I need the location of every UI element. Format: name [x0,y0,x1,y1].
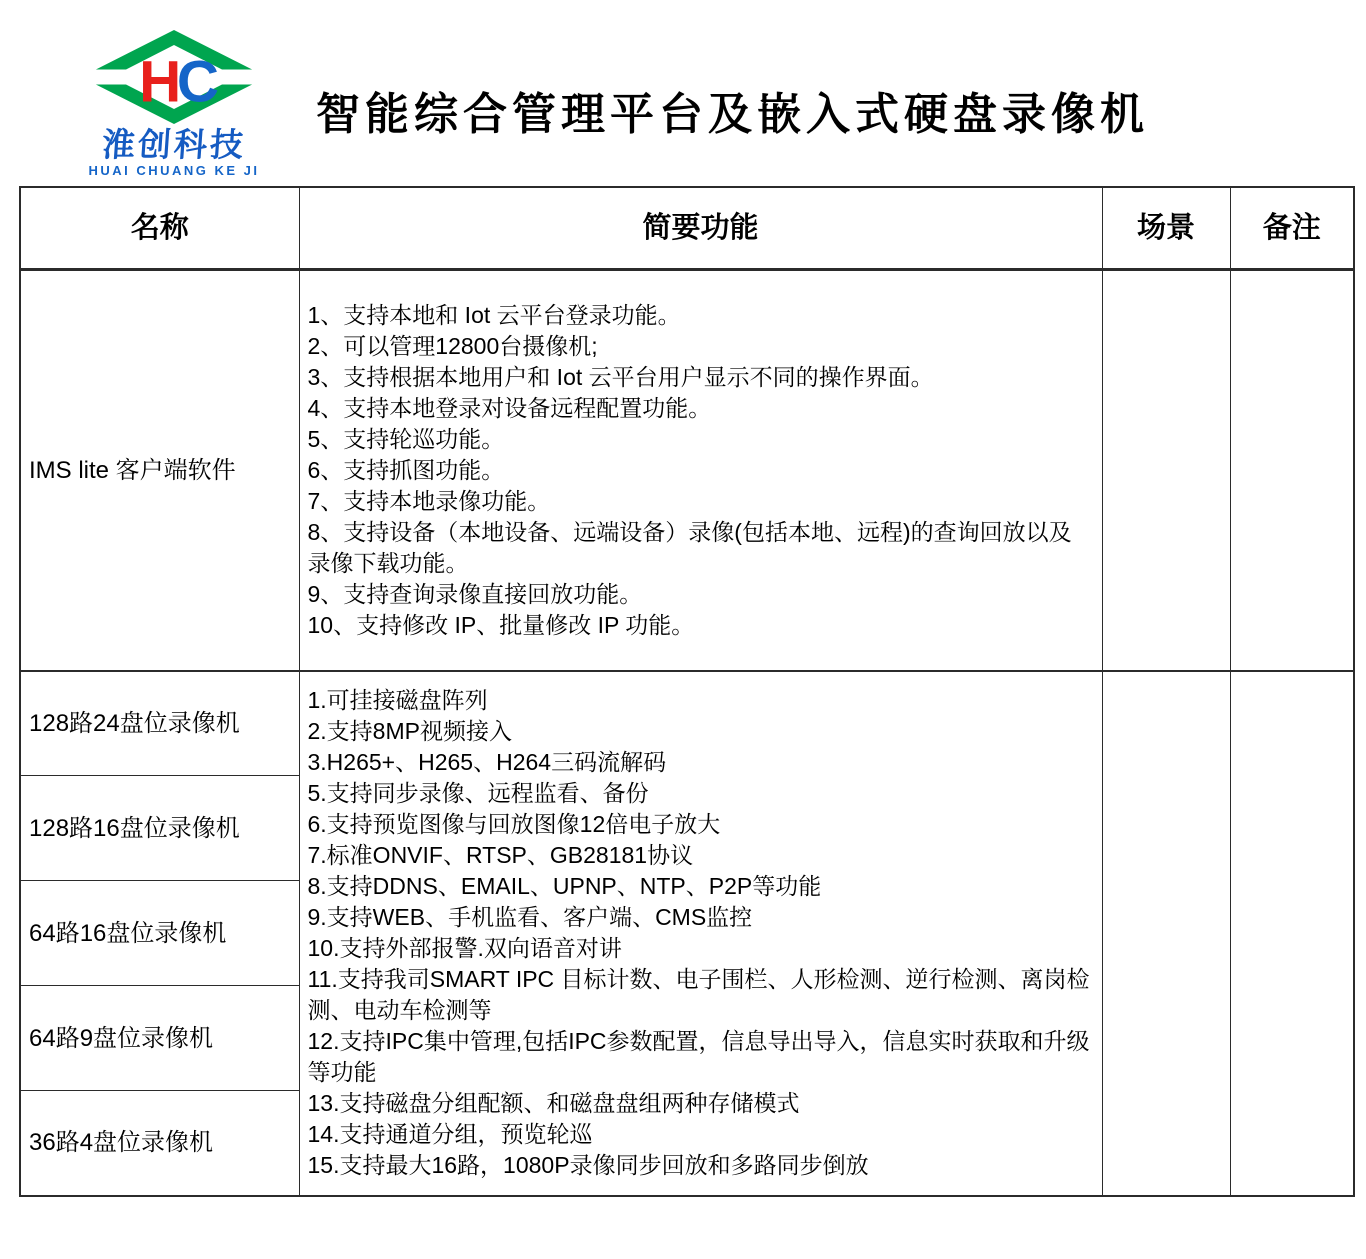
product-name-cell: 128路24盘位录像机 [20,671,299,776]
scene-cell [1102,671,1230,1196]
function-line: 6.支持预览图像与回放图像12倍电子放大 [307,811,721,837]
function-line: 12.支持IPC集中管理,包括IPC参数配置，信息导出导入，信息实时获取和升级等功能 [307,1028,1090,1085]
function-line: 6、支持抓图功能。 [307,456,505,483]
header-functions: 简要功能 [299,187,1102,270]
remark-cell [1230,270,1354,671]
product-name-cell: 64路9盘位录像机 [20,986,299,1091]
function-line: 8.支持DDNS、EMAIL、UPNP、NTP、P2P等功能 [307,873,822,899]
page-title: 智能综合管理平台及嵌入式硬盘录像机 [316,90,1149,139]
table-row [20,270,1354,671]
header-scene: 场景 [1102,187,1230,270]
function-line: 2.支持8MP视频接入 [307,718,512,744]
function-line: 3、支持根据本地用户和 Iot 云平台用户显示不同的操作界面。 [307,363,934,390]
function-line: 1、支持本地和 Iot 云平台登录功能。 [307,301,681,328]
product-name-cell: IMS lite 客户端软件 [20,270,299,671]
remark-cell [1230,671,1354,1196]
function-line: 15.支持最大16路，1080P录像同步回放和多路同步倒放 [307,1152,869,1178]
product-name-cell: 36路4盘位录像机 [20,1091,299,1196]
function-line: 8、支持设备（本地设备、远端设备）录像(包括本地、远程)的查询回放以及录像下载功能。 [307,518,1072,576]
function-line: 7.标准ONVIF、RTSP、GB28181协议 [307,842,694,868]
logo-letter-h: H [139,49,182,115]
logo-letter-c: C [176,49,219,115]
product-name-cell: 128路16盘位录像机 [20,776,299,881]
function-line: 1.可挂接磁盘阵列 [307,687,488,713]
functions-cell [299,671,1102,1196]
functions-cell [299,270,1102,671]
function-line: 7、支持本地录像功能。 [307,487,551,514]
function-line: 5、支持轮巡功能。 [307,425,505,452]
logo-company-name-cn: 淮创科技 [100,126,248,163]
table-row [20,671,1354,776]
product-name-cell: 64路16盘位录像机 [20,881,299,986]
function-line: 9、支持查询录像直接回放功能。 [307,580,643,607]
function-line: 10、支持修改 IP、批量修改 IP 功能。 [307,611,695,638]
function-line: 9.支持WEB、手机监看、客户端、CMS监控 [307,904,753,930]
hc-logo-icon [94,28,254,126]
function-line: 5.支持同步录像、远程监看、备份 [307,780,649,806]
logo-company-name-en: HUAI CHUANG KE JI [88,163,260,178]
function-line: 11.支持我司SMART IPC 目标计数、电子围栏、人形检测、逆行检测、离岗检测、电动车检测等 [307,966,1090,1023]
header-remark: 备注 [1230,187,1354,270]
function-line: 14.支持通道分组，预览轮巡 [307,1121,593,1147]
page-header [0,0,1366,186]
table-header-row [20,187,1354,270]
company-logo [84,28,264,179]
function-line: 3.H265+、H265、H264三码流解码 [307,749,667,775]
function-line: 10.支持外部报警.双向语音对讲 [307,935,622,961]
function-line: 13.支持磁盘分组配额、和磁盘盘组两种存储模式 [307,1090,800,1116]
header-name: 名称 [20,187,299,270]
function-line: 4、支持本地登录对设备远程配置功能。 [307,394,712,421]
scene-cell [1102,270,1230,671]
function-line: 2、可以管理12800台摄像机; [307,332,598,359]
spec-table [19,186,1355,1197]
